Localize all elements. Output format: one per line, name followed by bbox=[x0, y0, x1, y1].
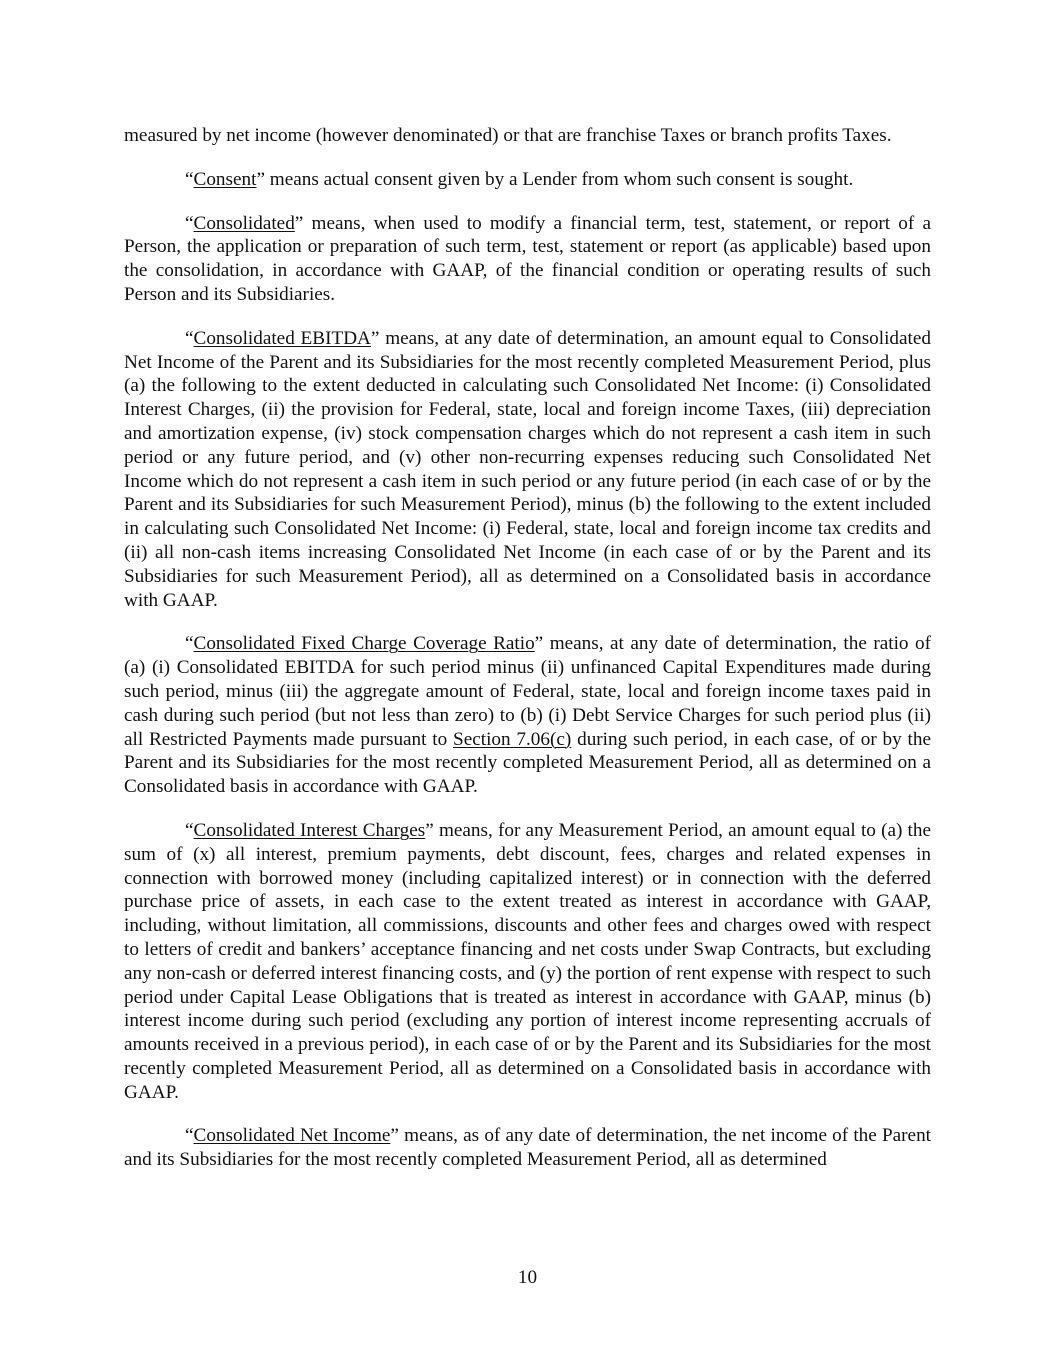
definition-consolidated bbox=[124, 212, 931, 307]
close-quote: ” bbox=[370, 327, 380, 349]
defined-term: Consent bbox=[193, 168, 257, 190]
definition-text: means, at any date of determination, the ratio of (a) (i) Consolidated EBITDA for such period minus (ii) unfinanced Capital Expenditures made during such period, minus (iii) the aggregate amount of Federal, state, local and foreign income taxes paid in cash during such period (but not less than zero) to (b) (i) Debt Service Charges for such period plus (ii) all Restricted Payments made pursuant to bbox=[124, 633, 931, 750]
definition-consolidated-interest-charges bbox=[124, 819, 931, 1105]
continuation-paragraph: measured by net income (however denominated) or that are franchise Taxes or branch profits Taxes. bbox=[124, 125, 892, 146]
definition-fixed-charge-coverage-ratio bbox=[124, 632, 931, 799]
open-quote: “ bbox=[185, 168, 194, 190]
defined-term: Consolidated Interest Charges bbox=[193, 819, 426, 841]
section-reference: Section 7.06(c) bbox=[453, 728, 572, 750]
open-quote: “ bbox=[185, 212, 194, 234]
defined-term: Consolidated Fixed Charge Coverage Ratio bbox=[193, 633, 535, 655]
definition-text: means, when used to modify a financial term, test, statement, or report of a Person, the application or preparation of such term, test, statement or report (as applicable) based upon the consolidation, in accordance with GAAP, of the financial condition or operating results of such Person and its Subsidiaries. bbox=[124, 212, 931, 305]
open-quote: “ bbox=[185, 633, 194, 655]
defined-term: Consolidated Net Income bbox=[193, 1125, 391, 1147]
defined-term: Consolidated EBITDA bbox=[193, 327, 371, 349]
definition-text: means, at any date of determination, an amount equal to Consolidated Net Income of the Parent and its Subsidiaries for the most recently completed Measurement Period, plus (a) the following to the extent deducted in calculating such Consolidated Net Income: (i) Consolidated Interest Charges, (ii) the provision for Federal, state, local and foreign income Taxes, (iii) depreciation and amortization expense, (iv) stock compensation charges which do not represent a cash item in such period or any future period, and (v) other non-recurring expenses reducing such Consolidated Net Income which do not represent a cash item in such period or any future period (in each case of or by the Parent and its Subsidiaries for such Measurement Period), minus (b) the following to the extent included in calculating such Consolidated Net Income: (i) Federal, state, local and foreign income tax credits and (ii) all non-cash items increasing Consolidated Net Income (in each case of or by the Parent and its Subsidiaries for such Measurement Period), all as determined on a Consolidated basis in accordance with GAAP. bbox=[124, 327, 931, 611]
open-quote: “ bbox=[185, 327, 194, 349]
close-quote: ” bbox=[294, 212, 304, 234]
document-page bbox=[124, 124, 931, 1192]
open-quote: “ bbox=[185, 819, 194, 841]
close-quote: ” bbox=[534, 633, 544, 655]
definition-text: means, for any Measurement Period, an amount equal to (a) the sum of (x) all interest, premium payments, debt discount, fees, charges and related expenses in connection with borrowed money (including capitalized interest) or in connection with the deferred purchase price of assets, in each case to the extent treated as interest in accordance with GAAP, including, without limitation, all commissions, discounts and other fees and charges owed with respect to letters of credit and bankers’ acceptance financing and net costs under Swap Contracts, but excluding any non-cash or deferred interest financing costs, and (y) the portion of rent expense with respect to such period under Capital Lease Obligations that is treated as interest in accordance with GAAP, minus (b) interest income during such period (excluding any portion of interest income representing accruals of amounts received in a previous period), in each case of or by the Parent and its Subsidiaries for the most recently completed Measurement Period, all as determined on a Consolidated basis in accordance with GAAP. bbox=[124, 819, 931, 1103]
close-quote: ” bbox=[425, 819, 434, 841]
definition-text: means, as of any date of determination, the net income of the Parent and its Subsidiaries for the most recently completed Measurement Period, all as determined bbox=[124, 1125, 932, 1171]
close-quote: ” bbox=[390, 1125, 399, 1147]
open-quote: “ bbox=[185, 1125, 194, 1147]
definition-consent bbox=[124, 168, 931, 192]
page-number: 10 bbox=[517, 1267, 538, 1288]
definition-consolidated-ebitda bbox=[124, 327, 931, 613]
close-quote: ” bbox=[256, 168, 265, 190]
definition-text-continued: during such period, in each case, of or by the Parent and its Subsidiaries for the most recently completed Measurement Period, all as determined on a Consolidated basis in accordance with GAAP. bbox=[124, 728, 931, 798]
defined-term: Consolidated bbox=[193, 212, 295, 234]
definition-text: means actual consent given by a Lender from whom such consent is sought. bbox=[264, 168, 854, 190]
definition-consolidated-net-income bbox=[124, 1124, 931, 1172]
